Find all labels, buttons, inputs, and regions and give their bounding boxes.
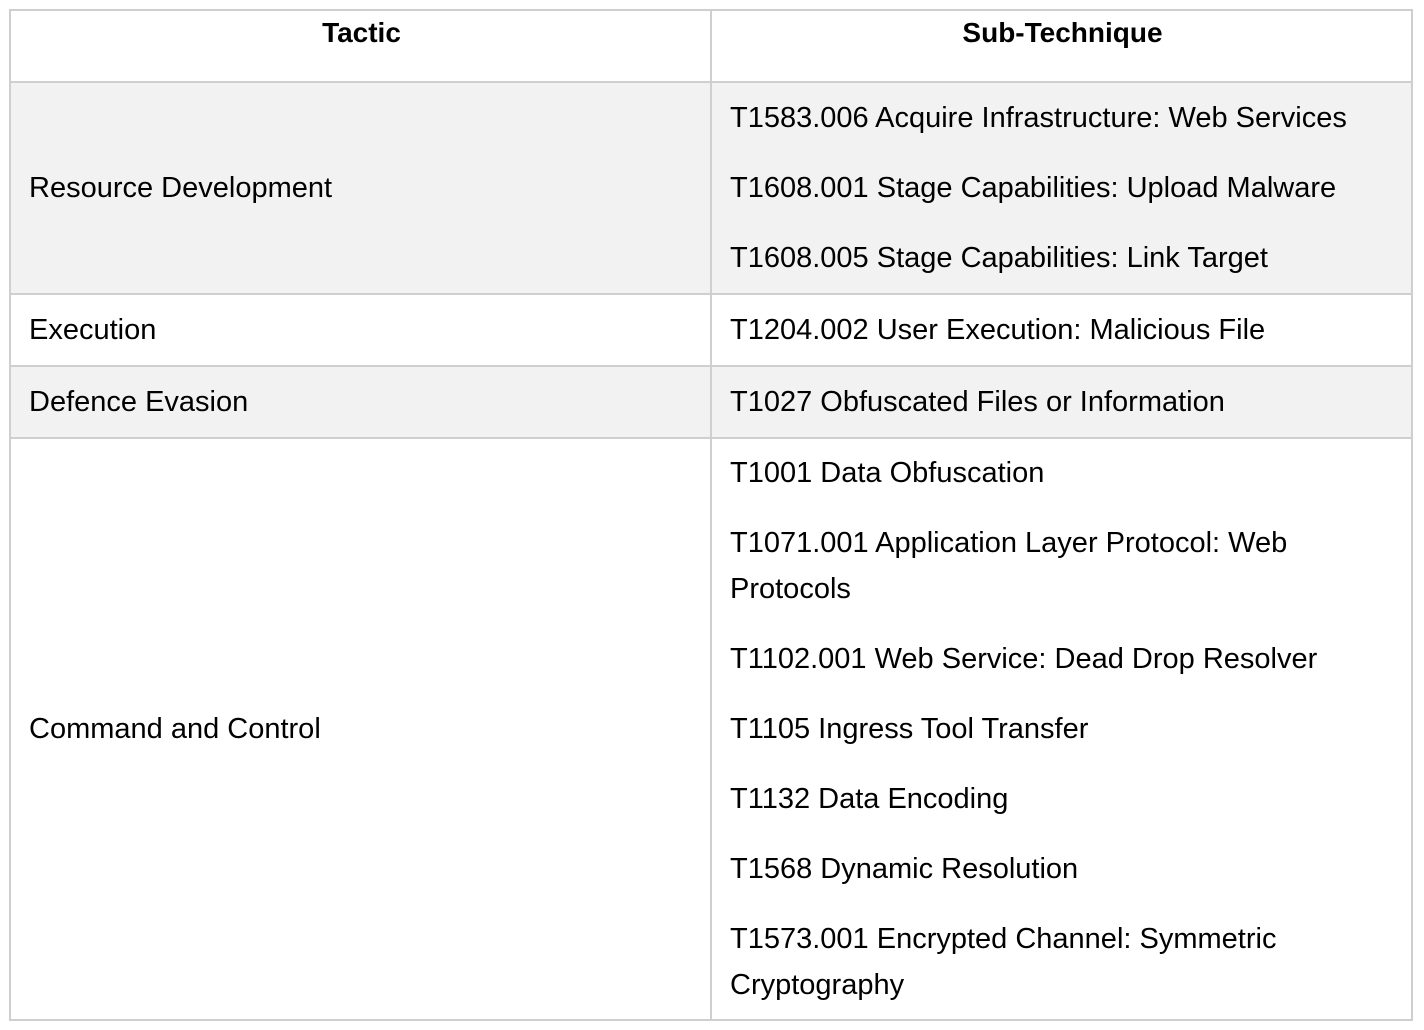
header-row: [10, 10, 1412, 82]
sub-technique-cell: [711, 294, 1412, 366]
header-sub-technique: Sub-Technique: [711, 10, 1412, 82]
tactic-cell: Resource Development: [10, 82, 711, 294]
sub-technique-item: T1608.005 Stage Capabilities: Link Target: [730, 242, 1268, 274]
sub-technique-item: T1608.001 Stage Capabilities: Upload Malware: [730, 172, 1337, 204]
tactic-cell: Command and Control: [10, 438, 711, 1020]
sub-technique-item: T1568 Dynamic Resolution: [730, 853, 1079, 885]
table-row-command-and-control: [10, 438, 1412, 1020]
tactic-cell: [10, 294, 711, 366]
sub-technique-item: T1583.006 Acquire Infrastructure: Web Services: [730, 102, 1347, 134]
sub-technique-item: T1102.001 Web Service: Dead Drop Resolver: [730, 643, 1318, 675]
sub-technique-item: T1204.002 User Execution: Malicious File: [730, 314, 1266, 346]
header-tactic: Tactic: [10, 10, 711, 82]
sub-technique-item: T1105 Ingress Tool Transfer: [730, 713, 1089, 745]
sub-technique-cell: [711, 82, 1412, 294]
sub-technique-item: T1573.001 Encrypted Channel: Symmetric Cryptography: [730, 923, 1277, 1001]
table-row-execution: [10, 294, 1412, 366]
sub-technique-item: T1027 Obfuscated Files or Information: [730, 386, 1225, 418]
tactic-cell: [10, 366, 711, 438]
table-row-defence-evasion: [10, 366, 1412, 438]
sub-technique-cell: [711, 366, 1412, 438]
table-row-resource-development: [10, 82, 1412, 294]
tactic-label: Defence Evasion: [29, 386, 249, 418]
sub-technique-item: T1071.001 Application Layer Protocol: Web Protocols: [730, 527, 1288, 605]
tactic-label: Execution: [29, 314, 157, 346]
sub-technique-item: T1132 Data Encoding: [730, 783, 1009, 815]
sub-technique-item: T1001 Data Obfuscation: [730, 457, 1045, 489]
tactic-technique-table: [9, 9, 1413, 1021]
sub-technique-cell: [711, 438, 1412, 1020]
